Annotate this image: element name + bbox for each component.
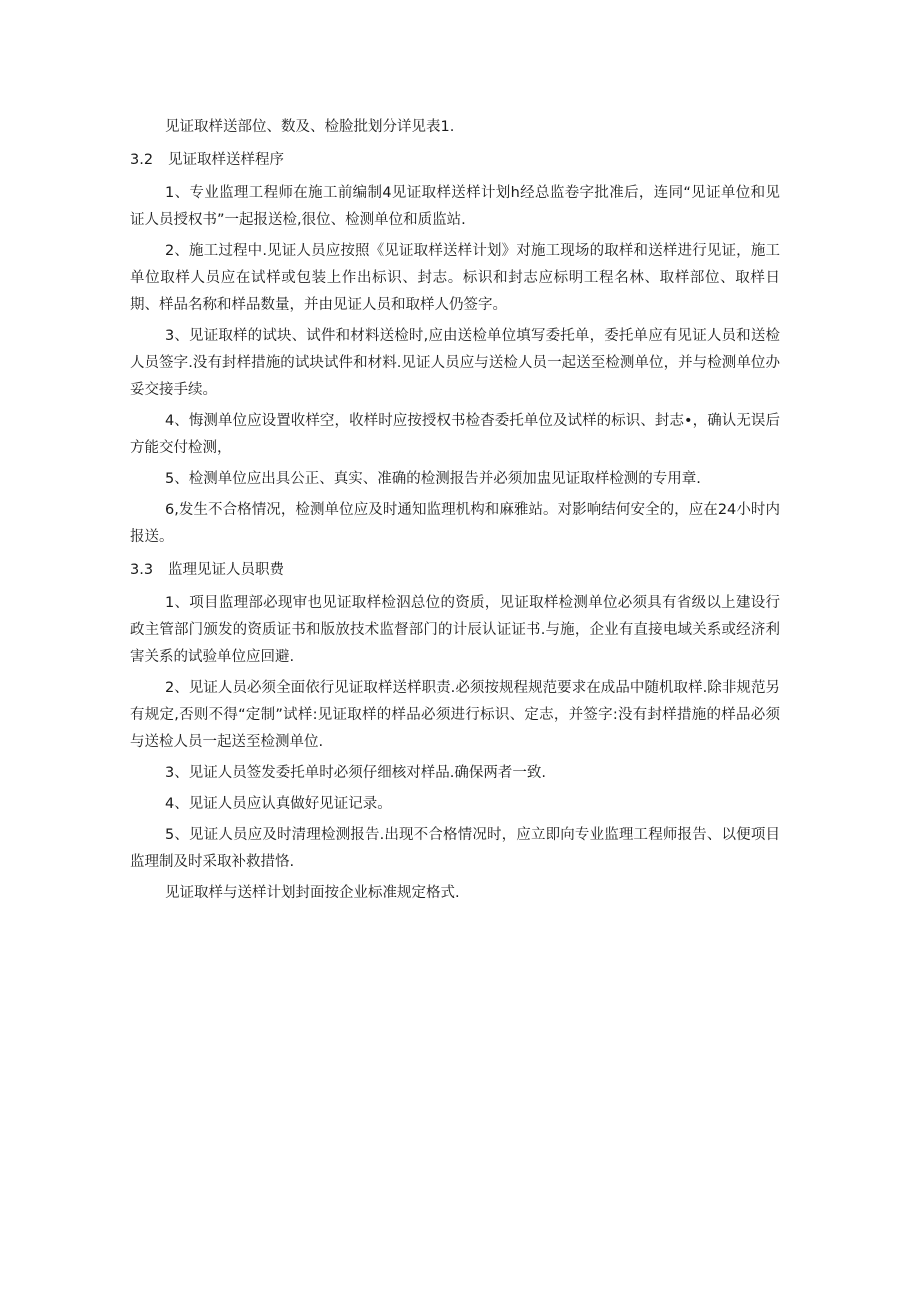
section-title: 监理见证人员职费 xyxy=(168,562,284,578)
procedure-item-1: 1、专业监理工程师在施工前编制4见证取样送样计划h经总监卷字批准后，连同“见证单位和见证人员授权书”一起报送检,很位、检测单位和质监站. xyxy=(130,185,780,228)
duty-item-4: 4、见证人员应认真做好见证记录。 xyxy=(165,796,392,812)
procedure-item-6: 6,发生不合格情况，检测单位应及时通知监理机构和麻雅站。对影响结何安全的，应在24小时内报送。 xyxy=(130,502,780,545)
duty-item-3: 3、见证人员签发委托单时必须仔细核对样品.确保两者一致. xyxy=(165,765,546,781)
duty-item-1: 1、项目监理部必现审也见证取样检泅总位的资质，见证取样检测单位必须具有省级以上建设行政主管部门颁发的资质证书和版放技术监督部门的计辰认证证书.与施，企业有直接电域关系或经济利害关系的试验单位应回避. xyxy=(130,595,780,665)
duty-item-2: 2、见证人员必须全面依行见证取样送样职责.必须按规程规范要求在成品中随机取样.除非规范另有规定,否则不得“定制”试样:见证取样的样品必须进行标识、定志，并签字:没有封样措施的样品必须与送检人员一起送至检测单位. xyxy=(130,680,780,750)
section-number: 3.3 xyxy=(130,562,154,578)
duty-item-5: 5、见证人员应及时清理检测报告.出现不合格情况时，应立即向专业监理工程师报告、以便项目监理制及时采取补救措恪. xyxy=(130,827,780,870)
procedure-item-3: 3、见证取样的试块、试件和材料送检时,应由送检单位填写委托单，委托单应有见证人员和送检人员签字.没有封样措施的试块试件和材料.见证人员应与送检人员一起送至检测单位，并与检测单位办妥交接手续。 xyxy=(130,328,780,398)
procedure-item-5: 5、检测单位应出具公正、真实、准确的检测报告并必须加盅见证取样检测的专用章. xyxy=(165,471,701,487)
procedure-item-2: 2、施工过程中.见证人员应按照《见证取样送样计划》对施工现场的取样和送样进行见证，施工单位取样人员应在试样或包装上作出标识、封志。标识和封志应标明工程名林、取样部位、取样日期、样品名称和样品数量，并由见证人员和取样人仍签字。 xyxy=(130,243,780,313)
section-heading-3-3 xyxy=(130,557,780,584)
section-heading-3-2 xyxy=(130,147,780,174)
procedure-item-4: 4、悔测单位应设置收样空，收样时应按授权书检杳委托单位及试样的标识、封志•，确认无误后方能交付检测， xyxy=(130,413,780,456)
section-number: 3.2 xyxy=(130,152,154,168)
intro-paragraph: 见证取样送部位、数及、检脸批划分详见表1. xyxy=(165,119,455,135)
document-body xyxy=(130,114,780,907)
closing-paragraph: 见证取样与送样计划封面按企业标准规定格式. xyxy=(165,885,460,901)
section-title: 见证取样送样程序 xyxy=(168,152,284,168)
